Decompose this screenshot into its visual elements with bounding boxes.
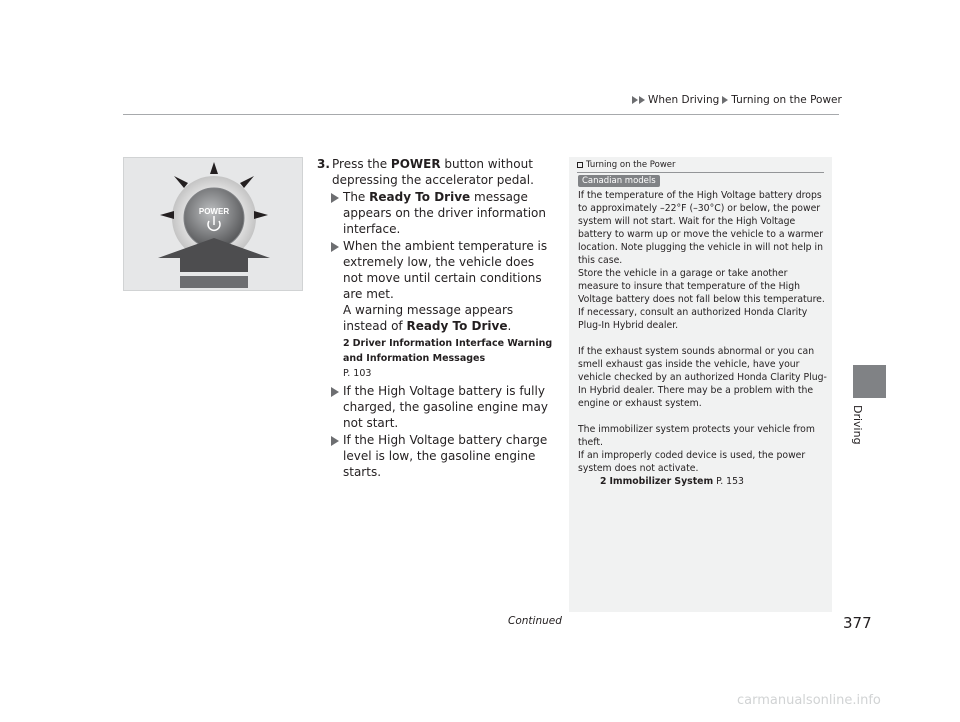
note-paragraph: If the exhaust system sounds abnormal or you can smell exhaust gas inside the vehicle, have your vehicle checked by an authorized Honda Clarity Plug-In Hybrid dealer. There may be a problem with the engine or exhaust system. (578, 346, 827, 409)
bullet-fully-charged: If the High Voltage battery is fully charged, the gasoline engine may not start. (317, 383, 557, 431)
side-note-box (569, 157, 832, 612)
watermark: carmanualsonline.info (737, 693, 881, 708)
note-paragraph: If an improperly coded device is used, the power system does not activate. (578, 450, 806, 474)
breadcrumb-arrow-icon (632, 96, 638, 104)
chapter-tab-marker[interactable] (853, 365, 886, 398)
breadcrumb (632, 94, 842, 106)
note-paragraph: If the temperature of the High Voltage battery drops to approximately –22°F (–30°C) or below, the power system will not start. Wait for the High Voltage battery to warm up or move the vehicle to a warmer location. Note plugging the vehicle in will not help in this case. (578, 190, 824, 266)
header-divider (123, 114, 839, 115)
note-body (578, 189, 827, 488)
chapter-tab-label: Driving (851, 405, 864, 445)
bullet-arrow-icon (331, 193, 339, 203)
bullet-ready-to-drive: The Ready To Drive message appears on the driver information interface. (317, 189, 557, 237)
step-3: 3. Press the POWER button without depressing the accelerator pedal. (317, 157, 534, 187)
cross-reference-immobilizer[interactable]: 2 Immobilizer System P. 153 (600, 476, 744, 487)
bullet-arrow-icon (331, 242, 339, 252)
reference-icon: 2 (343, 338, 350, 349)
cross-reference-driver-info[interactable]: 2 Driver Information Interface Warning and Information Messages P. 103 (343, 338, 553, 379)
breadcrumb-arrow-icon (639, 96, 645, 104)
bullet-low-charge: If the High Voltage battery charge level is low, the gasoline engine starts. (317, 432, 557, 480)
note-paragraph: The immobilizer system protects your vehicle from theft. (578, 424, 815, 448)
breadcrumb-item-turning-on-power[interactable]: Turning on the Power (731, 94, 842, 106)
note-divider (577, 172, 824, 173)
breadcrumb-separator-icon (722, 96, 728, 104)
note-box-icon (577, 162, 583, 168)
continued-label: Continued (508, 615, 562, 627)
power-button-label: POWER (198, 207, 230, 216)
bullet-arrow-icon (331, 436, 339, 446)
power-button-illustration (123, 157, 303, 291)
bullet-low-temperature: When the ambient temperature is extremely low, the vehicle does not move until certain conditions are met. A warning message appears instead of Ready To Drive. (317, 238, 557, 334)
power-button-press-icon (124, 158, 304, 292)
page-number: 377 (843, 614, 872, 632)
note-title: Turning on the Power (577, 160, 676, 170)
bullet-arrow-icon (331, 387, 339, 397)
instructions-column (317, 156, 557, 480)
note-paragraph: Store the vehicle in a garage or take another measure to insure that temperature of the High Voltage battery does not fall below this temperature. If necessary, consult an authorized Honda Clarity Plug-In Hybrid dealer. (578, 268, 825, 331)
canadian-models-badge: Canadian models (578, 175, 660, 187)
reference-icon: 2 (600, 476, 607, 487)
breadcrumb-item-when-driving[interactable]: When Driving (648, 94, 720, 106)
